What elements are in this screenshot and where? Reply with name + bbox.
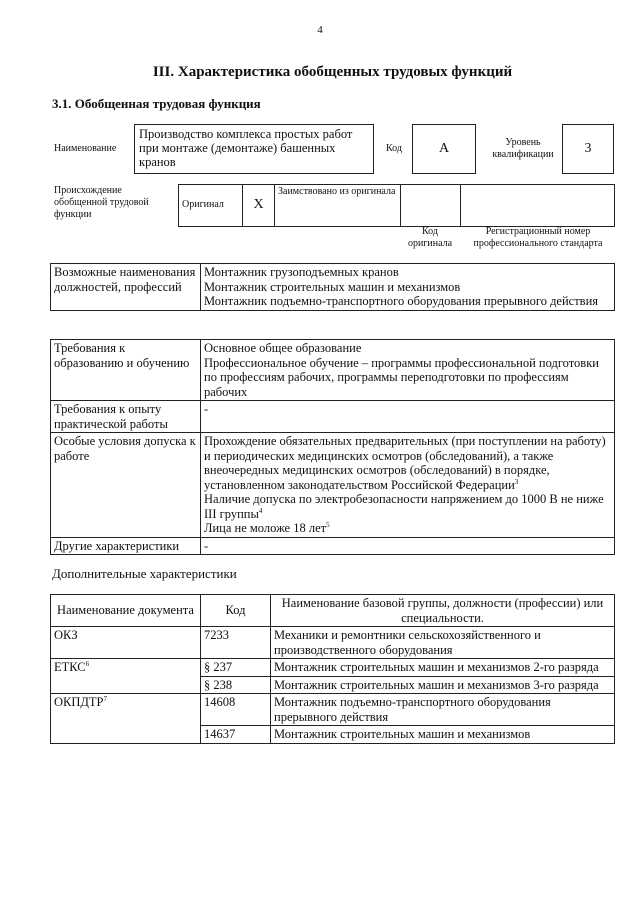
origin-label: Происхождение обобщенной трудовой функции [54, 185, 149, 220]
code-value: A [438, 141, 450, 156]
doc-cell: ОКПДТР$^7$ [51, 694, 201, 744]
name-cell: Монтажник подъемно-транспортного оборудования прерывного действия [271, 694, 615, 726]
footnote-ref: 5 [326, 520, 330, 529]
positions-label: Возможные наименования должностей, профессий [51, 264, 201, 311]
position-item: Монтажник грузоподъемных кранов [204, 265, 399, 279]
position-item: Монтажник подъемно-транспортного оборудования прерывного действия [204, 294, 599, 308]
other-value: - [201, 537, 615, 555]
name-label: Наименование [54, 143, 117, 154]
footnote-ref: 4 [258, 506, 263, 515]
header-code: Код [201, 595, 271, 627]
conditions-value [201, 433, 615, 538]
page-number: 4 [317, 24, 323, 36]
education-value [201, 340, 615, 401]
footnote-ref: 3 [514, 477, 519, 486]
original-mark: X [243, 185, 275, 227]
code-cell: 14637 [201, 726, 271, 744]
name-cell: Монтажник строительных машин и механизмов 2-го разряда [271, 659, 615, 677]
additional-title: Дополнительные характеристики [52, 566, 237, 581]
origin-table [178, 184, 615, 227]
code-cell: 14608 [201, 694, 271, 726]
name-cell: Механики и ремонтники сельскохозяйственного и производственного оборудования [271, 627, 615, 659]
condition-text: Прохождение обязательных предварительных (при поступлении на работу) и периодических медицинских осмотров (обследований), а также внеочередных медицинских осмотров (обследований) в порядке, установленном законодательством Российской Федерации [204, 434, 606, 492]
subsection-title: 3.1. Обобщенная трудовая функция [52, 96, 261, 111]
original-label: Оригинал [179, 185, 243, 227]
table-row [51, 659, 615, 677]
level-box [562, 124, 614, 174]
additional-table [50, 594, 615, 744]
code-cell: § 237 [201, 659, 271, 677]
education-line: Основное общее образование [204, 341, 362, 355]
level-value: 3 [584, 141, 592, 156]
condition-item [204, 521, 611, 536]
education-label: Требования к образованию и обучению [51, 340, 201, 401]
condition-text: Лица не моложе 18 лет [204, 521, 327, 535]
position-item: Монтажник строительных машин и механизмов [204, 279, 461, 294]
condition-item [204, 434, 611, 492]
function-name-box [134, 124, 374, 174]
origin-code-cell [401, 185, 461, 227]
code-cell: § 238 [201, 676, 271, 694]
code-cell: 7233 [201, 627, 271, 659]
code-caption: Код оригинала [407, 226, 453, 249]
origin-reg-cell [461, 185, 615, 227]
header-name: Наименование базовой группы, должности (профессии) или специальности. [271, 595, 615, 627]
other-label: Другие характеристики [51, 537, 201, 555]
name-cell: Монтажник строительных машин и механизмов [271, 726, 615, 744]
header-doc: Наименование документа [51, 595, 201, 627]
experience-value: - [201, 401, 615, 433]
footnote-ref: 6 [85, 659, 90, 668]
positions-table [50, 263, 615, 311]
code-label: Код [386, 143, 402, 154]
table-row [51, 627, 615, 659]
doc-cell: ОКЗ [51, 627, 201, 659]
level-label: Уровень квалификации [492, 137, 554, 160]
function-name-value: Производство комплекса простых работ при монтаже (демонтаже) башенных кранов [139, 127, 353, 169]
experience-label: Требования к опыту практической работы [51, 401, 201, 433]
requirements-table [50, 339, 615, 555]
section-title: III. Характеристика обобщенных трудовых функций [152, 64, 513, 80]
table-row [51, 694, 615, 726]
conditions-label: Особые условия допуска к работе [51, 433, 201, 538]
condition-text: Наличие допуска по электробезопасности напряжением до 1000 В не ниже III группы [204, 492, 604, 521]
positions-list [201, 264, 615, 311]
condition-item [204, 492, 611, 521]
name-cell: Монтажник строительных машин и механизмов 3-го разряда [271, 676, 615, 694]
doc-cell: ЕТКС$^6$ [51, 659, 201, 694]
footnote-ref: 7 [103, 694, 108, 703]
borrowed-label: Заимствовано из оригинала [275, 185, 401, 227]
reg-caption: Регистрационный номер профессионального стандарта [473, 226, 603, 249]
education-line: Профессиональное обучение – программы профессиональной подготовки по профессиям рабочих, программы переподготовки по профессиям рабочих [204, 355, 599, 399]
code-box [412, 124, 476, 174]
